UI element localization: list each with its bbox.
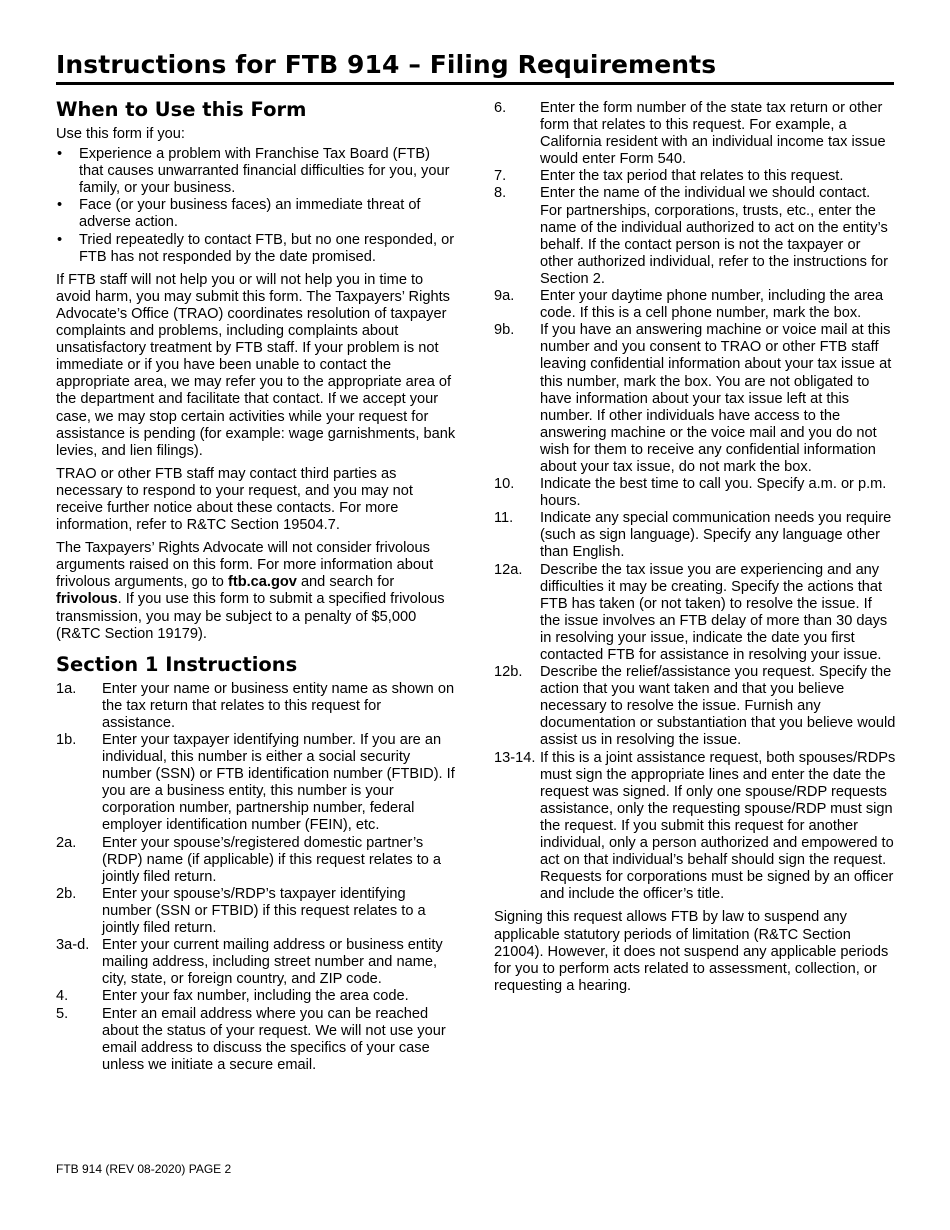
list-item: 6. Enter the form number of the state tax return or other form that relates to this request. For example, a California resident with an individual income tax issue would enter Form 540. bbox=[494, 100, 886, 168]
page-title: Instructions for FTB 914 – Filing Requirements bbox=[56, 50, 894, 85]
list-item: 2a. Enter your spouse’s/registered domestic partner’s (RDP) name (if applicable) if this request relates to a jointly filed return. bbox=[56, 834, 442, 885]
right-column bbox=[494, 100, 896, 1001]
list-item: 2b. Enter your spouse’s/RDP’s taxpayer identifying number (SSN or FTBID) if this request relates to a jointly filed return. bbox=[56, 885, 426, 937]
list-item: 13-14. If this is a joint assistance request, both spouses/RDPs must sign the appropriate lines and enter the date the request was signed. If only one spouse/RDP requests assistance, only the requesting spouse/RDP must sign the request. If you submit this request for another individual, only a person authorized and empowered to act on that individual’s behalf should sign the request. Requests for corporations must be signed by an officer and include the officer’s title. bbox=[494, 749, 896, 903]
section1-list-left bbox=[56, 681, 456, 1074]
list-item: 7. Enter the tax period that relates to this request. bbox=[494, 168, 844, 185]
list-item: 3a-d. Enter your current mailing address or business entity mailing address, including street number and name, city, state, or foreign country, and ZIP code. bbox=[56, 937, 443, 988]
list-item: 1b. Enter your taxpayer identifying number. If you are an individual, this number is either a social security number (SSN) or FTB identification number (FTBID). If you are a business entity, this number is your corporation number, partnership number, federal employer identification number (FEIN), etc. bbox=[56, 732, 455, 834]
page-footer: FTB 914 (REV 08-2020) PAGE 2 bbox=[56, 1162, 232, 1176]
frivolous-term: frivolous bbox=[56, 591, 118, 608]
when-bullet-list bbox=[56, 146, 456, 266]
section1-heading: Section 1 Instructions bbox=[56, 652, 298, 676]
bullet-icon: • bbox=[57, 197, 63, 214]
list-item: 12a. Describe the tax issue you are experiencing and any difficulties it may be creating. Specify the actions that FTB has taken (or not taken) to resolve the issue. If the issue involves an FTB delay of more than 30 days in resolving your issue, indicate the date you first contacted FTB for assistance in resolving your issue. bbox=[494, 561, 888, 663]
list-item: 9b. If you have an answering machine or voice mail at this number and you consent to TRAO or other FTB staff leaving confidential information about your tax issue at this number, mark the box. You are not obligated to have information about your tax issue left at this number. If other individuals have access to the answering machine or the voice mail and you do not wish for them to receive any confidential information about your tax issue, do not mark the box. bbox=[494, 322, 892, 475]
list-item: • Tried repeatedly to contact FTB, but no one responded, or FTB has not responded by the date promised. bbox=[57, 231, 455, 265]
list-item: 5. Enter an email address where you can be reached about the status of your request. We will not use your email address to discuss the specifics of your case unless we initiate a secure email. bbox=[56, 1005, 446, 1073]
when-paragraph-1: If FTB staff will not help you or will not help you in time to avoid harm, you may submit this form. The Taxpayers’ Rights Advocate’s Office (TRAO) coordinates resolution of taxpayer complaints and problems, including complaints about unsatisfactory treatment by FTB staff. If your problem is not immediate or if you have been unable to contact the appropriate area, we may refer you to the appropriate area of the department and facilitate that contact. If we accept your case, we may stop certain activities while your request for assistance is pending (for example: wage garnishments, bank levies, and lien filings). bbox=[56, 271, 456, 459]
list-item: 1a. Enter your name or business entity name as shown on the tax return that relates to this request for assistance. bbox=[56, 680, 455, 731]
ftb-website-link[interactable]: ftb.ca.gov bbox=[227, 574, 297, 591]
when-heading: When to Use this Form bbox=[56, 98, 307, 121]
list-item: 9a. Enter your daytime phone number, including the area code. If this is a cell phone number, mark the box. bbox=[494, 288, 884, 322]
when-paragraph-2: TRAO or other FTB staff may contact third parties as necessary to respond to your request, and you may not receive further notice about these contacts. For more information, refer to R&TC Section 19504.7. bbox=[56, 465, 413, 534]
list-item: 11. Indicate any special communication needs you require (such as sign language). Specify any language other than English. bbox=[494, 510, 892, 561]
list-item: • Face (or your business faces) an immediate threat of adverse action. bbox=[57, 197, 421, 231]
list-item: • Experience a problem with Franchise Tax Board (FTB) that causes unwarranted financial difficulties for you, your family, or your business. bbox=[57, 146, 450, 197]
when-intro: Use this form if you: bbox=[56, 126, 185, 142]
section1-list-right bbox=[494, 100, 896, 903]
list-item: 4. Enter your fax number, including the area code. bbox=[56, 988, 409, 1005]
left-column bbox=[56, 98, 456, 1074]
when-paragraph-3: The Taxpayers’ Rights Advocate will not consider frivolous arguments raised on this form. For more information about frivolous arguments, go to ftb.ca.gov and search for frivolous. If you use this form to submit a specified frivolous transmission, you may be subject to a penalty of $5,000 (R&TC Section 19179). bbox=[56, 540, 445, 642]
list-item: 12b. Describe the relief/assistance you request. Specify the action that you want taken and that you believe necessary to resolve the issue. Furnish any documentation or substantiation that you believe would assist us in resolving the issue. bbox=[494, 664, 896, 749]
closing-paragraph: Signing this request allows FTB by law to suspend any applicable statutory periods of limitation (R&TC Section 21004). However, it does not suspend any applicable periods for you to perform acts related to assessment, collection, or requesting a hearing. bbox=[494, 909, 889, 994]
list-item: 8. Enter the name of the individual we should contact. For partnerships, corporations, trusts, etc., enter the name of the individual authorized to act on the entity’s behalf. If the contact person is not the taxpayer or other authorized individual, refer to the instructions for Section 2. bbox=[494, 185, 889, 287]
bullet-icon: • bbox=[57, 231, 63, 248]
bullet-icon: • bbox=[57, 146, 63, 163]
list-item: 10. Indicate the best time to call you. Specify a.m. or p.m. hours. bbox=[494, 476, 887, 510]
